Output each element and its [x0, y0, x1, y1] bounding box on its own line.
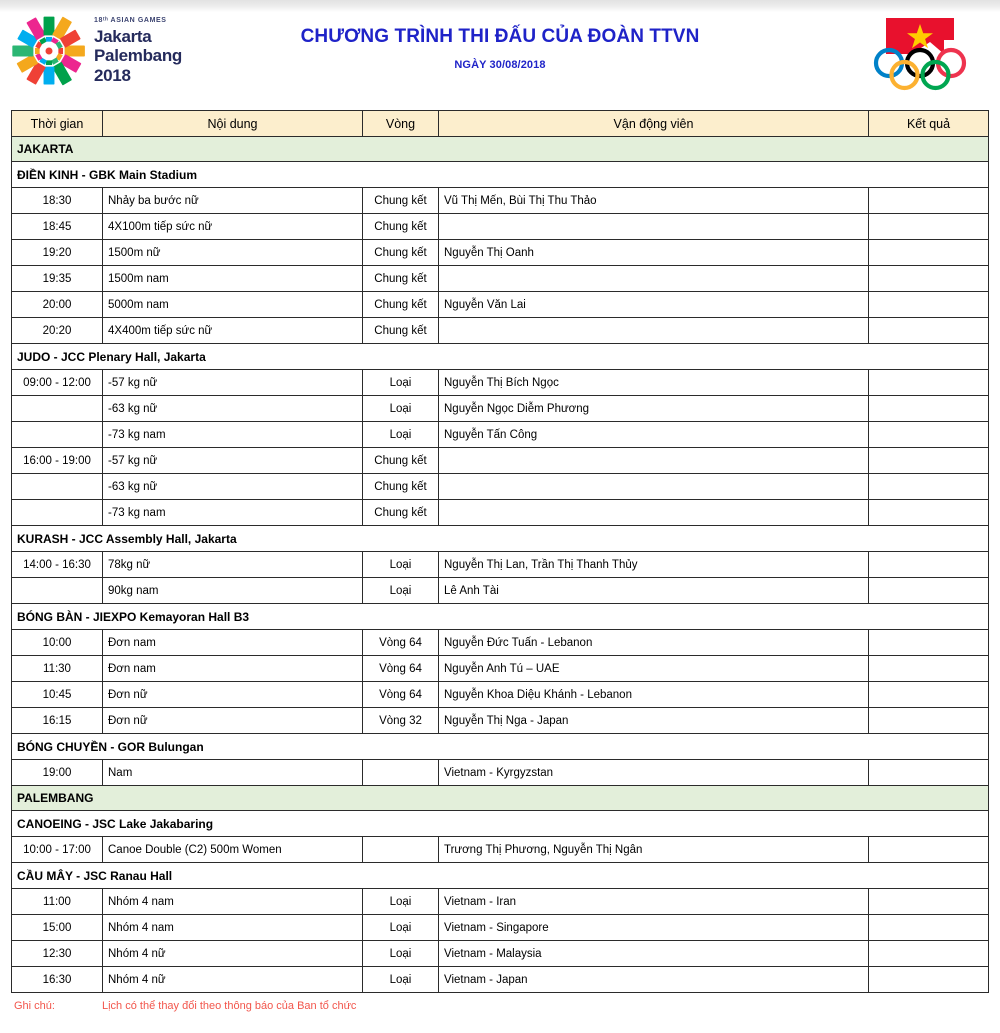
cell-time: 16:00 - 19:00 — [12, 448, 103, 474]
cell-time: 15:00 — [12, 915, 103, 941]
table-row — [12, 915, 989, 941]
title-block — [250, 26, 750, 71]
cell-time: 19:00 — [12, 760, 103, 786]
venue-section-row — [12, 344, 989, 370]
cell-event: -57 kg nữ — [103, 370, 363, 396]
cell-event: 1500m nam — [103, 266, 363, 292]
table-row — [12, 318, 989, 344]
cell-athlete: Nguyễn Ngọc Diễm Phương — [439, 396, 869, 422]
cell-time — [12, 500, 103, 526]
olympic-rings-icon — [876, 50, 964, 88]
column-header-time: Thời gian — [12, 111, 103, 137]
cell-result — [869, 292, 989, 318]
cell-athlete: Nguyễn Tấn Công — [439, 422, 869, 448]
cell-round: Vòng 64 — [363, 656, 439, 682]
asian-games-city-line2: Palembang — [94, 46, 182, 66]
cell-round: Chung kết — [363, 500, 439, 526]
cell-time — [12, 474, 103, 500]
cell-round: Loại — [363, 552, 439, 578]
table-row — [12, 682, 989, 708]
cell-athlete: Nguyễn Đức Tuấn - Lebanon — [439, 630, 869, 656]
cell-round — [363, 837, 439, 863]
cell-result — [869, 474, 989, 500]
cell-event: 4X100m tiếp sức nữ — [103, 214, 363, 240]
table-head — [12, 111, 989, 137]
table-row — [12, 552, 989, 578]
cell-athlete: Vietnam - Malaysia — [439, 941, 869, 967]
cell-result — [869, 656, 989, 682]
table-row — [12, 760, 989, 786]
page-header — [0, 0, 1000, 106]
cell-athlete: Nguyễn Anh Tú – UAE — [439, 656, 869, 682]
table-row — [12, 837, 989, 863]
cell-round: Loại — [363, 578, 439, 604]
cell-athlete: Vietnam - Iran — [439, 889, 869, 915]
cell-time: 12:30 — [12, 941, 103, 967]
cell-athlete: Nguyễn Thị Nga - Japan — [439, 708, 869, 734]
venue-section-label: BÓNG BÀN - JIEXPO Kemayoran Hall B3 — [12, 604, 989, 630]
cell-event: Nhóm 4 nữ — [103, 967, 363, 993]
cell-event: -73 kg nam — [103, 422, 363, 448]
cell-athlete: Nguyễn Khoa Diệu Khánh - Lebanon — [439, 682, 869, 708]
cell-result — [869, 396, 989, 422]
city-section-label: JAKARTA — [12, 137, 989, 162]
footnote-label: Ghi chú: — [14, 1000, 55, 1012]
cell-result — [869, 915, 989, 941]
city-section-row — [12, 786, 989, 811]
table-row — [12, 889, 989, 915]
cell-round: Loại — [363, 370, 439, 396]
cell-result — [869, 630, 989, 656]
asian-games-badge-text: 18ᵗʰ ASIAN GAMES — [94, 17, 167, 25]
table-row — [12, 396, 989, 422]
cell-result — [869, 214, 989, 240]
asian-games-burst-icon — [10, 8, 88, 94]
venue-section-label: JUDO - JCC Plenary Hall, Jakarta — [12, 344, 989, 370]
cell-athlete: Vietnam - Kyrgyzstan — [439, 760, 869, 786]
table-row — [12, 240, 989, 266]
venue-section-label: CẦU MÂY - JSC Ranau Hall — [12, 863, 989, 889]
footnote-text: Lịch có thể thay đổi theo thông báo của Ban tổ chức — [102, 1000, 357, 1012]
cell-result — [869, 240, 989, 266]
cell-event: Đơn nam — [103, 656, 363, 682]
cell-time: 14:00 - 16:30 — [12, 552, 103, 578]
table-row — [12, 630, 989, 656]
table-row — [12, 370, 989, 396]
cell-time: 11:00 — [12, 889, 103, 915]
cell-round: Loại — [363, 889, 439, 915]
cell-round: Loại — [363, 422, 439, 448]
venue-section-label: ĐIỀN KINH - GBK Main Stadium — [12, 162, 989, 188]
cell-time: 19:20 — [12, 240, 103, 266]
cell-result — [869, 760, 989, 786]
cell-event: Nhóm 4 nam — [103, 915, 363, 941]
cell-round: Chung kết — [363, 188, 439, 214]
cell-athlete — [439, 266, 869, 292]
page-subtitle-date: NGÀY 30/08/2018 — [454, 58, 546, 71]
cell-result — [869, 682, 989, 708]
cell-time — [12, 396, 103, 422]
cell-athlete: Nguyễn Thị Lan, Trần Thị Thanh Thủy — [439, 552, 869, 578]
cell-result — [869, 422, 989, 448]
cell-athlete: Nguyễn Thị Bích Ngọc — [439, 370, 869, 396]
footnote — [14, 1000, 914, 1012]
cell-result — [869, 448, 989, 474]
cell-event: -73 kg nam — [103, 500, 363, 526]
cell-time: 09:00 - 12:00 — [12, 370, 103, 396]
city-section-label: PALEMBANG — [12, 786, 989, 811]
table-row — [12, 214, 989, 240]
cell-time: 10:00 - 17:00 — [12, 837, 103, 863]
cell-round: Vòng 64 — [363, 630, 439, 656]
cell-time: 20:00 — [12, 292, 103, 318]
venue-section-row — [12, 863, 989, 889]
table-row — [12, 266, 989, 292]
cell-event: 5000m nam — [103, 292, 363, 318]
cell-event: Nhóm 4 nữ — [103, 941, 363, 967]
table-header-row — [12, 111, 989, 137]
cell-time: 18:45 — [12, 214, 103, 240]
asian-games-logo-block — [10, 8, 182, 94]
schedule-table-wrapper — [11, 110, 988, 993]
cell-event: Nhóm 4 nam — [103, 889, 363, 915]
cell-time — [12, 578, 103, 604]
cell-result — [869, 578, 989, 604]
table-row — [12, 967, 989, 993]
venue-section-row — [12, 604, 989, 630]
table-row — [12, 188, 989, 214]
column-header-event: Nội dung — [103, 111, 363, 137]
cell-event: Đơn nữ — [103, 682, 363, 708]
cell-athlete — [439, 318, 869, 344]
table-row — [12, 292, 989, 318]
asian-games-wordmark — [94, 17, 182, 84]
cell-event: Nam — [103, 760, 363, 786]
cell-result — [869, 370, 989, 396]
cell-round: Vòng 32 — [363, 708, 439, 734]
page-title: CHƯƠNG TRÌNH THI ĐẤU CỦA ĐOÀN TTVN — [300, 26, 700, 47]
cell-event: 4X400m tiếp sức nữ — [103, 318, 363, 344]
cell-event: -63 kg nữ — [103, 396, 363, 422]
cell-result — [869, 941, 989, 967]
cell-athlete — [439, 214, 869, 240]
cell-result — [869, 889, 989, 915]
cell-round: Loại — [363, 396, 439, 422]
cell-time: 10:45 — [12, 682, 103, 708]
cell-round — [363, 760, 439, 786]
venue-section-row — [12, 526, 989, 552]
cell-time: 18:30 — [12, 188, 103, 214]
cell-result — [869, 500, 989, 526]
venue-section-row — [12, 811, 989, 837]
cell-time: 16:15 — [12, 708, 103, 734]
cell-athlete — [439, 500, 869, 526]
cell-event: Đơn nam — [103, 630, 363, 656]
cell-result — [869, 552, 989, 578]
vietnam-olympic-committee-logo — [856, 8, 984, 96]
cell-round: Chung kết — [363, 240, 439, 266]
cell-event: -63 kg nữ — [103, 474, 363, 500]
competition-schedule-table — [11, 110, 989, 993]
cell-result — [869, 967, 989, 993]
cell-athlete: Lê Anh Tài — [439, 578, 869, 604]
cell-event: Canoe Double (C2) 500m Women — [103, 837, 363, 863]
cell-round: Loại — [363, 941, 439, 967]
cell-athlete: Vietnam - Japan — [439, 967, 869, 993]
cell-athlete: Vietnam - Singapore — [439, 915, 869, 941]
column-header-round: Vòng — [363, 111, 439, 137]
cell-event: Nhảy ba bước nữ — [103, 188, 363, 214]
venue-section-label: CANOEING - JSC Lake Jakabaring — [12, 811, 989, 837]
table-row — [12, 500, 989, 526]
cell-round: Chung kết — [363, 214, 439, 240]
cell-time — [12, 422, 103, 448]
city-section-row — [12, 137, 989, 162]
cell-time: 20:20 — [12, 318, 103, 344]
cell-round: Loại — [363, 967, 439, 993]
venue-section-row — [12, 162, 989, 188]
cell-athlete: Vũ Thị Mến, Bùi Thị Thu Thảo — [439, 188, 869, 214]
cell-athlete: Nguyễn Văn Lai — [439, 292, 869, 318]
column-header-athlete: Vận động viên — [439, 111, 869, 137]
table-row — [12, 448, 989, 474]
asian-games-city-line1: Jakarta — [94, 27, 152, 47]
table-row — [12, 578, 989, 604]
asian-games-year: 2018 — [94, 65, 131, 85]
table-row — [12, 708, 989, 734]
cell-round: Chung kết — [363, 448, 439, 474]
cell-round: Chung kết — [363, 474, 439, 500]
cell-result — [869, 266, 989, 292]
cell-round: Chung kết — [363, 318, 439, 344]
cell-round: Chung kết — [363, 266, 439, 292]
cell-event: 1500m nữ — [103, 240, 363, 266]
table-row — [12, 474, 989, 500]
cell-result — [869, 188, 989, 214]
cell-athlete: Trương Thị Phương, Nguyễn Thị Ngân — [439, 837, 869, 863]
cell-time: 19:35 — [12, 266, 103, 292]
cell-event: 78kg nữ — [103, 552, 363, 578]
cell-event: -57 kg nữ — [103, 448, 363, 474]
table-body — [12, 137, 989, 993]
cell-result — [869, 837, 989, 863]
column-header-result: Kết quả — [869, 111, 989, 137]
cell-time: 10:00 — [12, 630, 103, 656]
cell-time: 16:30 — [12, 967, 103, 993]
table-row — [12, 422, 989, 448]
venue-section-label: BÓNG CHUYỀN - GOR Bulungan — [12, 734, 989, 760]
cell-time: 11:30 — [12, 656, 103, 682]
table-row — [12, 656, 989, 682]
cell-athlete — [439, 448, 869, 474]
venue-section-row — [12, 734, 989, 760]
cell-event: 90kg nam — [103, 578, 363, 604]
cell-athlete — [439, 474, 869, 500]
cell-result — [869, 318, 989, 344]
table-row — [12, 941, 989, 967]
cell-event: Đơn nữ — [103, 708, 363, 734]
cell-round: Vòng 64 — [363, 682, 439, 708]
venue-section-label: KURASH - JCC Assembly Hall, Jakarta — [12, 526, 989, 552]
cell-round: Chung kết — [363, 292, 439, 318]
cell-round: Loại — [363, 915, 439, 941]
cell-athlete: Nguyễn Thị Oanh — [439, 240, 869, 266]
cell-result — [869, 708, 989, 734]
